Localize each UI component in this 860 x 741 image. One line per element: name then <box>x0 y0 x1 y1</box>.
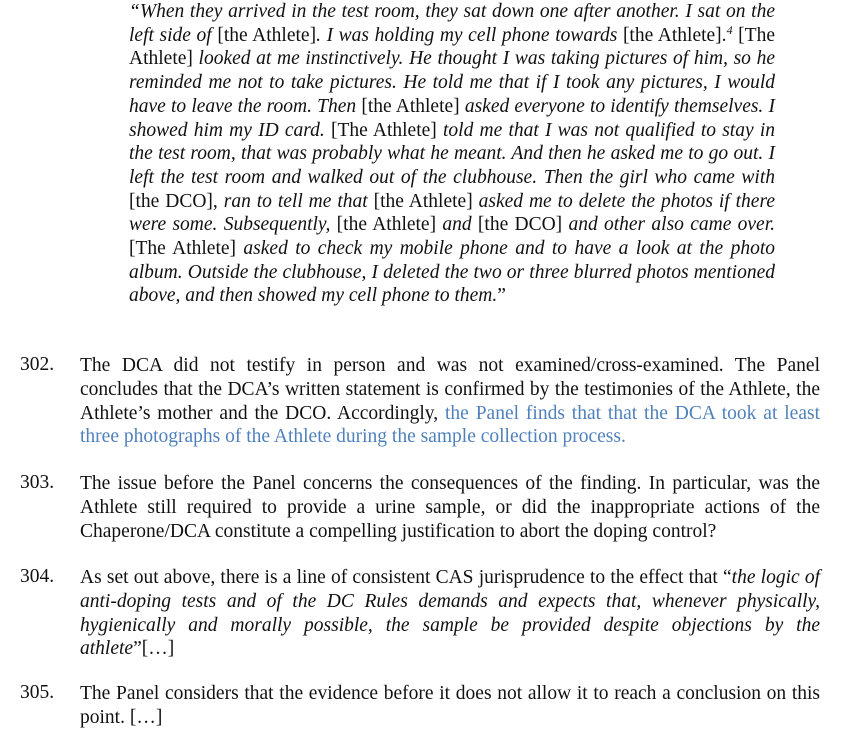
paragraph-body: The issue before the Panel concerns the consequences of the finding. In particular, was the Athlete still required to provide a urine sample, or did the inappropriate actions of the Chaperone/DCA constitute a compelling justification to abort the doping control? <box>80 473 820 542</box>
quote-bracket: [The Athlete] <box>330 119 437 141</box>
quoted-jurisprudence: the logic of anti-doping tests and of the DC Rules demands and expects that, whenever physically, hygienically and morally possible, the sample be provided despite objections by the athlete <box>80 567 820 660</box>
quote-text: “When they arrived in the test room, they sat down one after another. I sat on the left side of <box>129 1 775 46</box>
quote-bracket: [the Athlete] <box>336 214 437 236</box>
quote-text: and other also came over. <box>562 214 775 236</box>
paragraph-number: 305. <box>20 682 55 703</box>
paragraph-body: The Panel considers that the evidence before it does not allow it to reach a conclusion on this point. […] <box>80 683 820 728</box>
quote-text: asked everyone to identify themselves. I showed him my ID card. <box>129 95 775 141</box>
quote-bracket: [the Athlete] <box>361 95 460 117</box>
quote-bracket: [The Athlete] <box>129 24 775 70</box>
quote-text: ” <box>497 285 506 307</box>
quote-bracket: [the DCO] <box>477 214 563 236</box>
quote-bracket: [the DCO] <box>129 190 213 212</box>
paragraph-number: 304. <box>20 566 55 587</box>
quote-bracket: [the Athlete] <box>373 190 473 212</box>
paragraph-text: The DCA did not testify in person and was not examined/cross-examined. The Panel concludes that the DCA’s written statement is confirmed by the testimonies of the Athlete, the Athlete’s mother and the DCO. Accordingly, <box>80 355 820 424</box>
quote-text: looked at me instinctively. He thought I was taking pictures of him, so he reminded me not to take pictures. He told me that if I took any pictures, I would have to leave the room. Then <box>129 48 775 117</box>
quote-text: , ran to tell me that <box>212 190 374 212</box>
highlighted-text: the Panel finds that that the DCA took at least three photographs of the Athlete during the sample collection process. <box>80 402 820 448</box>
quote-bracket: [the Athlete] <box>217 24 317 46</box>
athlete-quote-block <box>129 0 775 308</box>
paragraph-text: As set out above, there is a line of consistent CAS jurisprudence to the effect that “ <box>80 567 732 588</box>
paragraph-number: 303. <box>20 472 55 493</box>
paragraph-number: 302. <box>20 354 55 375</box>
quote-text: and <box>436 214 478 236</box>
quote-bracket: [The Athlete] <box>129 238 237 260</box>
footnote-ref[interactable]: 4 <box>726 22 733 37</box>
quote-bracket: [the Athlete]. <box>622 24 727 46</box>
quote-text: told me that I was not qualified to stay in the test room, that was probably what he meant. And then he asked me to go out. I left the test room and walked out of the clubhouse. Then the girl who came with <box>129 119 775 188</box>
quote-text: asked me to delete the photos if there were some. Subsequently, <box>129 190 775 236</box>
paragraph-body <box>80 566 820 661</box>
quote-text: . I was holding my cell phone towards <box>316 24 623 46</box>
paragraph-body <box>80 354 820 449</box>
paragraph-text: ”[…] <box>133 638 175 660</box>
quote-text: asked to check my mobile phone and to have a look at the photo album. Outside the clubhouse, I deleted the two or three blurred photos mentioned above, and then showed my cell phone to them. <box>129 238 775 307</box>
